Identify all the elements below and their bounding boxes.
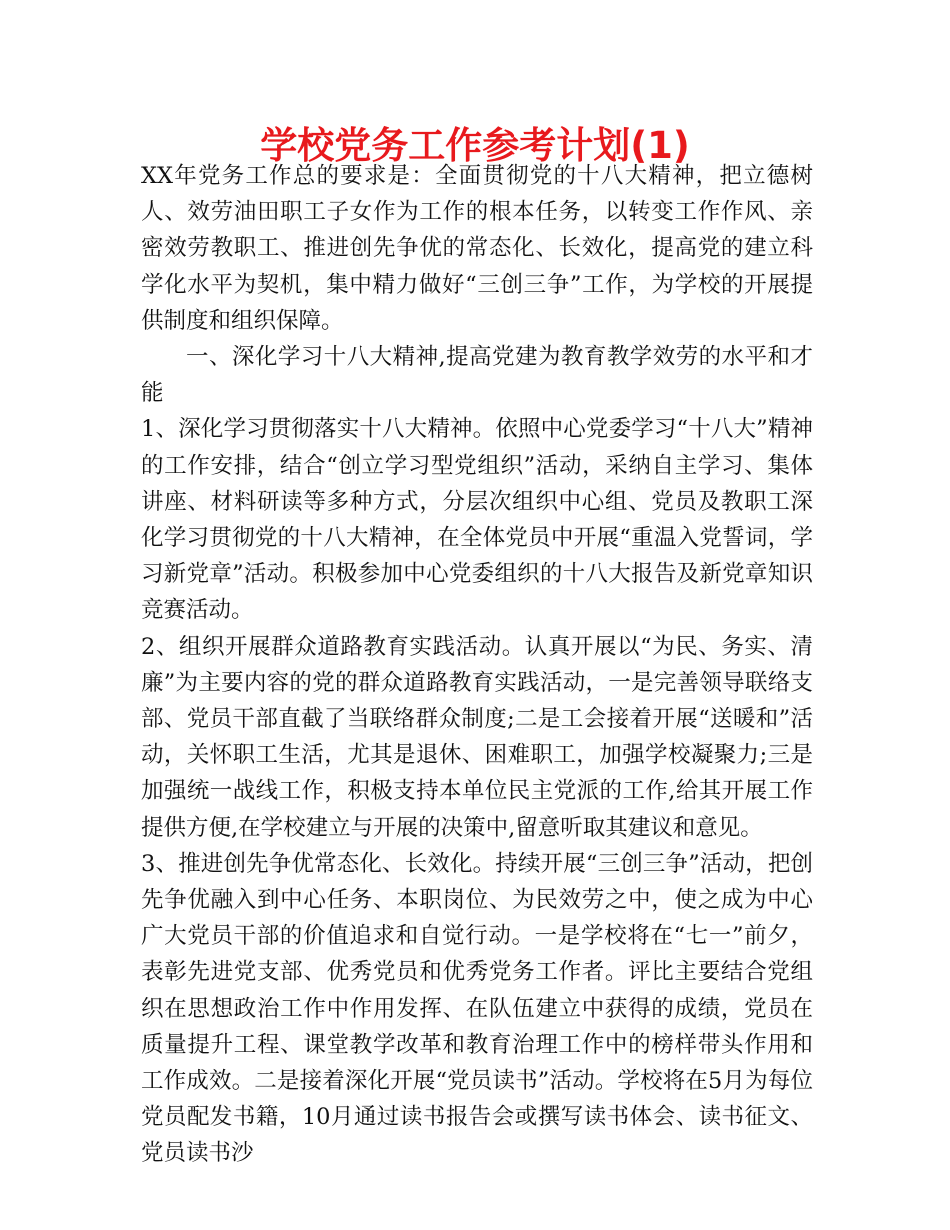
item-3-paragraph: 3、推进创先争优常态化、长效化。持续开展“三创三争”活动，把创先争优融入到中心任务、本职岗位、为民效劳之中，使之成为中心广大党员干部的价值追求和自觉行动。一是学校将在“七一”前夕，表彰先进党支部、优秀党员和优秀党务工作者。评比主要结合党组织在思想政治工作中作用发挥、在队伍建立中获得的成绩，党员在质量提升工程、课堂教学改革和教育治理工作中的榜样带头作用和工作成效。二是接着深化开展“党员读书”活动。学校将在5月为每位党员配发书籍，10月通过读书报告会或撰写读书体会、读书征文、党员读书沙	[141, 850, 813, 1167]
section-heading: 一、深化学习十八大精神,提高党建为教育教学效劳的水平和才能	[141, 344, 813, 407]
document-body	[141, 158, 813, 1172]
item-2-paragraph: 2、组织开展群众道路教育实践活动。认真开展以“为民、务实、清廉”为主要内容的党的群众道路教育实践活动，一是完善领导联络支部、党员干部直截了当联络群众制度;二是工会接着开展“送暖和”活动，关怀职工生活，尤其是退休、困难职工，加强学校凝聚力;三是加强统一战线工作，积极支持本单位民主党派的工作,给其开展工作提供方便,在学校建立与开展的决策中,留意听取其建议和意见。	[141, 633, 813, 841]
item-1-paragraph: 1、深化学习贯彻落实十八大精神。依照中心党委学习“十八大”精神的工作安排，结合“创立学习型党组织”活动，采纳自主学习、集体讲座、材料研读等多种方式，分层次组织中心组、党员及教职工深化学习贯彻党的十八大精神，在全体党员中开展“重温入党誓词，学习新党章”活动。积极参加中心党委组织的十八大报告及新党章知识竞赛活动。	[141, 416, 813, 624]
document-title: 学校党务工作参考计划(1)	[260, 124, 690, 167]
intro-paragraph: XX年党务工作总的要求是：全面贯彻党的十八大精神，把立德树人、效劳油田职工子女作为工作的根本任务，以转变工作作风、亲密效劳教职工、推进创先争优的常态化、长效化，提高党的建立科学化水平为契机，集中精力做好“三创三争”工作，为学校的开展提供制度和组织保障。	[141, 163, 813, 334]
